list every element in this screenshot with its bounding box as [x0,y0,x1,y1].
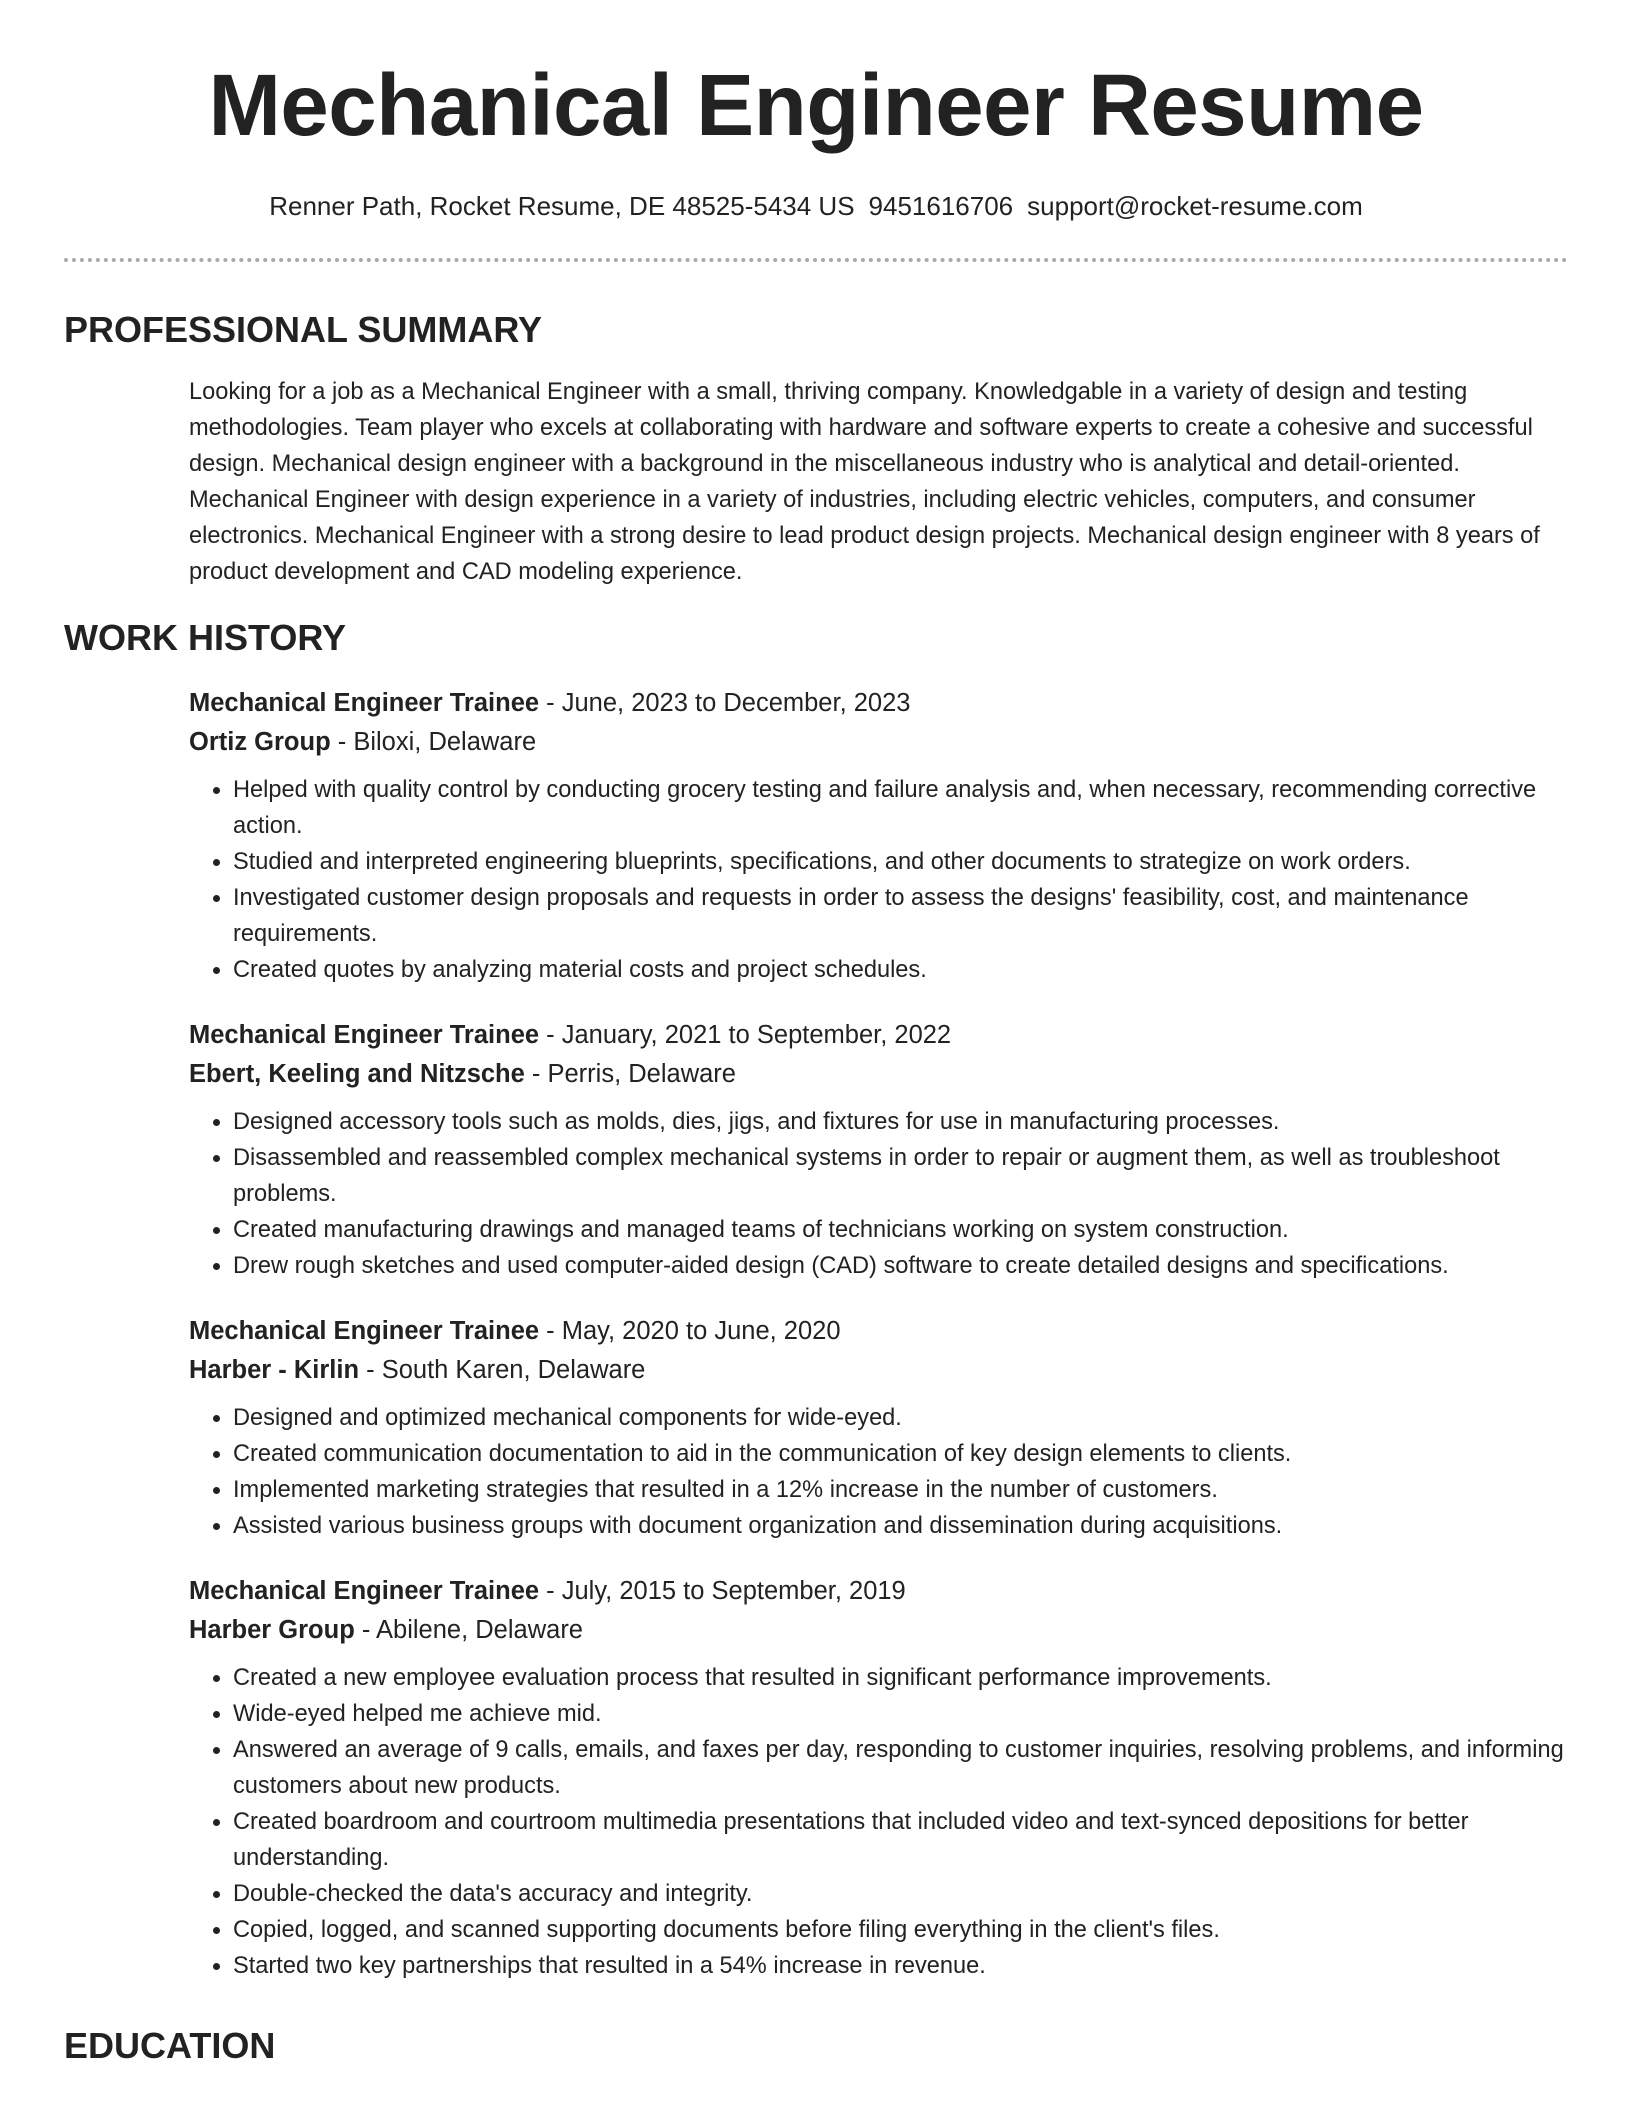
section-heading-summary: PROFESSIONAL SUMMARY [64,309,543,350]
job-bullets [189,1660,1568,1984]
job-company-line [189,1611,1568,1650]
job-dates: - January, 2021 to September, 2022 [539,1021,952,1049]
job-location: - South Karen, Delaware [359,1356,646,1384]
job-bullets [189,1104,1568,1284]
job-bullet: • Investigated customer design proposals and requests in order to assess the designs' feasibility, cost, and maintenance requirements. [233,880,1568,952]
job-bullet: • Created manufacturing drawings and managed teams of technicians working on system construction. [233,1212,1568,1248]
job-bullet: • Implemented marketing strategies that resulted in a 12% increase in the number of customers. [233,1472,1568,1508]
job-company-line [189,1055,1568,1094]
job-title: Mechanical Engineer Trainee [189,1021,540,1049]
job-title-line [189,1312,1568,1351]
job-title-line [189,1016,1568,1055]
job-bullet: • Copied, logged, and scanned supporting documents before filing everything in the client's files. [233,1912,1568,1948]
job-company-line [189,1351,1568,1390]
job-bullet: • Created a new employee evaluation process that resulted in significant performance improvements. [233,1660,1568,1696]
job-dates: - June, 2023 to December, 2023 [539,689,911,717]
job-location: - Perris, Delaware [524,1060,736,1088]
contact-address: Renner Path, Rocket Resume, DE 48525-5434 US [269,191,855,221]
section-heading-work-history: WORK HISTORY [64,617,347,658]
job-title-line [189,684,1568,723]
resume-title: Mechanical Engineer Resume [208,57,1424,154]
job-company: Harber Group [189,1616,355,1644]
job-company: Harber - Kirlin [189,1356,360,1384]
job-bullet: • Designed and optimized mechanical components for wide-eyed. [233,1400,1568,1436]
job-title: Mechanical Engineer Trainee [189,1577,540,1605]
job-location: - Abilene, Delaware [354,1616,583,1644]
job-bullet: • Answered an average of 9 calls, emails, and faxes per day, responding to customer inquiries, resolving problems, and informing customers about new products. [233,1732,1568,1804]
job-bullet: • Assisted various business groups with document organization and dissemination during acquisitions. [233,1508,1568,1544]
job-location: - Biloxi, Delaware [330,728,537,756]
job-bullet: • Created boardroom and courtroom multimedia presentations that included video and text-synced depositions for better understanding. [233,1804,1568,1876]
job-bullet: • Created quotes by analyzing material costs and project schedules. [233,952,1568,988]
job-bullet: • Wide-eyed helped me achieve mid. [233,1696,1568,1732]
resume-page [64,0,1568,2068]
job-entry [189,1312,1568,1544]
job-bullet: • Started two key partnerships that resulted in a 54% increase in revenue. [233,1948,1568,1984]
job-bullets [189,772,1568,988]
header-divider [64,258,1568,262]
job-title: Mechanical Engineer Trainee [189,1317,540,1345]
job-bullet: • Helped with quality control by conducting grocery testing and failure analysis and, when necessary, recommending corrective action. [233,772,1568,844]
job-title: Mechanical Engineer Trainee [189,689,540,717]
job-bullet: • Designed accessory tools such as molds, dies, jigs, and fixtures for use in manufacturing processes. [233,1104,1568,1140]
summary-text: Looking for a job as a Mechanical Engineer with a small, thriving company. Knowledgable in a variety of design and testing methodologies. Team player who excels at collaborating with hardware and software experts to create a cohesive and successful design. Mechanical design engineer with a background in the miscellaneous industry who is analytical and detail-oriented. Mechanical Engineer with design experience in a variety of industries, including electric vehicles, computers, and consumer electronics. Mechanical Engineer with a strong desire to lead product design projects. Mechanical design engineer with 8 years of product development and CAD modeling experience. [189,379,1540,585]
job-bullet: • Double-checked the data's accuracy and integrity. [233,1876,1568,1912]
job-bullet: • Disassembled and reassembled complex mechanical systems in order to repair or augment them, as well as troubleshoot problems. [233,1140,1568,1212]
section-heading-education: EDUCATION [64,2025,276,2066]
job-entry [189,1572,1568,1984]
job-company: Ortiz Group [189,728,331,756]
contact-line [64,190,1568,222]
job-bullet: • Created communication documentation to aid in the communication of key design elements to clients. [233,1436,1568,1472]
job-dates: - May, 2020 to June, 2020 [539,1317,841,1345]
job-dates: - July, 2015 to September, 2019 [539,1577,906,1605]
job-title-line [189,1572,1568,1611]
job-bullets [189,1400,1568,1544]
job-bullet: • Drew rough sketches and used computer-aided design (CAD) software to create detailed designs and specifications. [233,1248,1568,1284]
contact-phone: 9451616706 [868,191,1014,221]
job-company-line [189,723,1568,762]
job-bullet: • Studied and interpreted engineering blueprints, specifications, and other documents to strategize on work orders. [233,844,1568,880]
job-company: Ebert, Keeling and Nitzsche [189,1060,525,1088]
job-entry [189,1016,1568,1284]
contact-email: support@rocket-resume.com [1027,191,1363,221]
job-entry [189,684,1568,988]
